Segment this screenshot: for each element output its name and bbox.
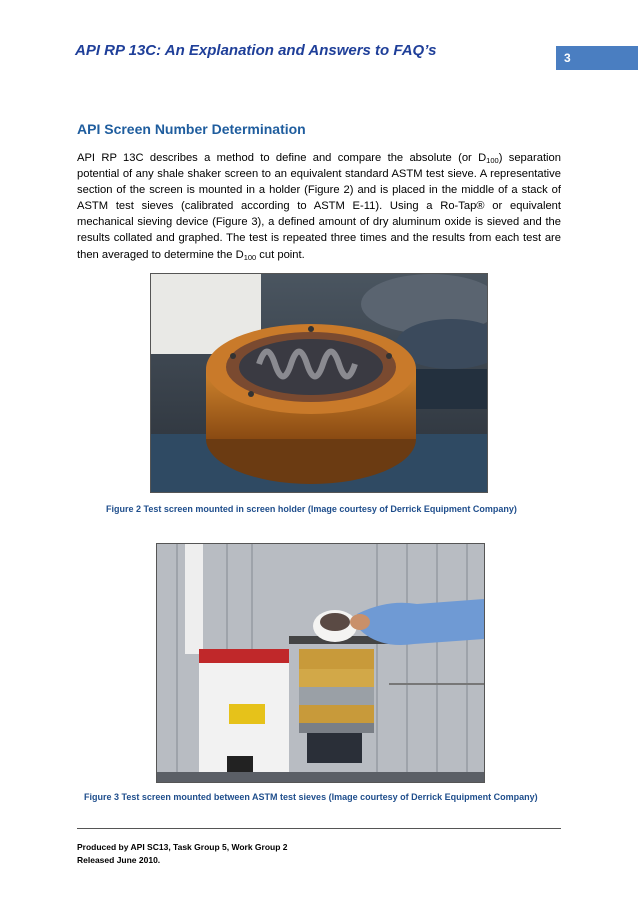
d100-subscript: 100 (486, 156, 499, 165)
figure-3-photo (156, 543, 485, 783)
d100-subscript: 100 (243, 252, 257, 262)
footer-divider (77, 828, 561, 829)
figure-3-caption: Figure 3 Test screen mounted between ASTM test sieves (Image courtesy of Derrick Equipment Company) (84, 792, 538, 802)
footer-line-1: Produced by API SC13, Task Group 5, Work Group 2 (77, 842, 288, 852)
body-text-part-2: ) separation potential of any shale shaker screen to an equivalent standard ASTM test sieve. A representative section of the screen is mounted in a holder (Figure 2) and is placed in the middle of a stack of ASTM test sieves (calibrated according to ASTM E-11). Using a Ro-Tap® or equivalent mechanical sieving device (Figure 3), a defined amount of dry aluminum oxide is sieved and the results collated and graphed. The test is repeated three times and the results from each test are then averaged to determine the D (77, 152, 561, 261)
body-text-part-3: cut point. (256, 248, 305, 261)
section-title: API Screen Number Determination (77, 121, 306, 137)
figure-2-caption: Figure 2 Test screen mounted in screen holder (Image courtesy of Derrick Equipment Company) (106, 504, 517, 514)
body-paragraph (77, 150, 561, 263)
header-title: API RP 13C: An Explanation and Answers to FAQ’s (75, 42, 437, 59)
body-text-part-1: API RP 13C describes a method to define and compare the absolute (or D (77, 152, 487, 164)
figure-2-photo (150, 273, 488, 493)
footer-line-2: Released June 2010. (77, 855, 161, 865)
page-number-badge: 3 (556, 46, 638, 70)
